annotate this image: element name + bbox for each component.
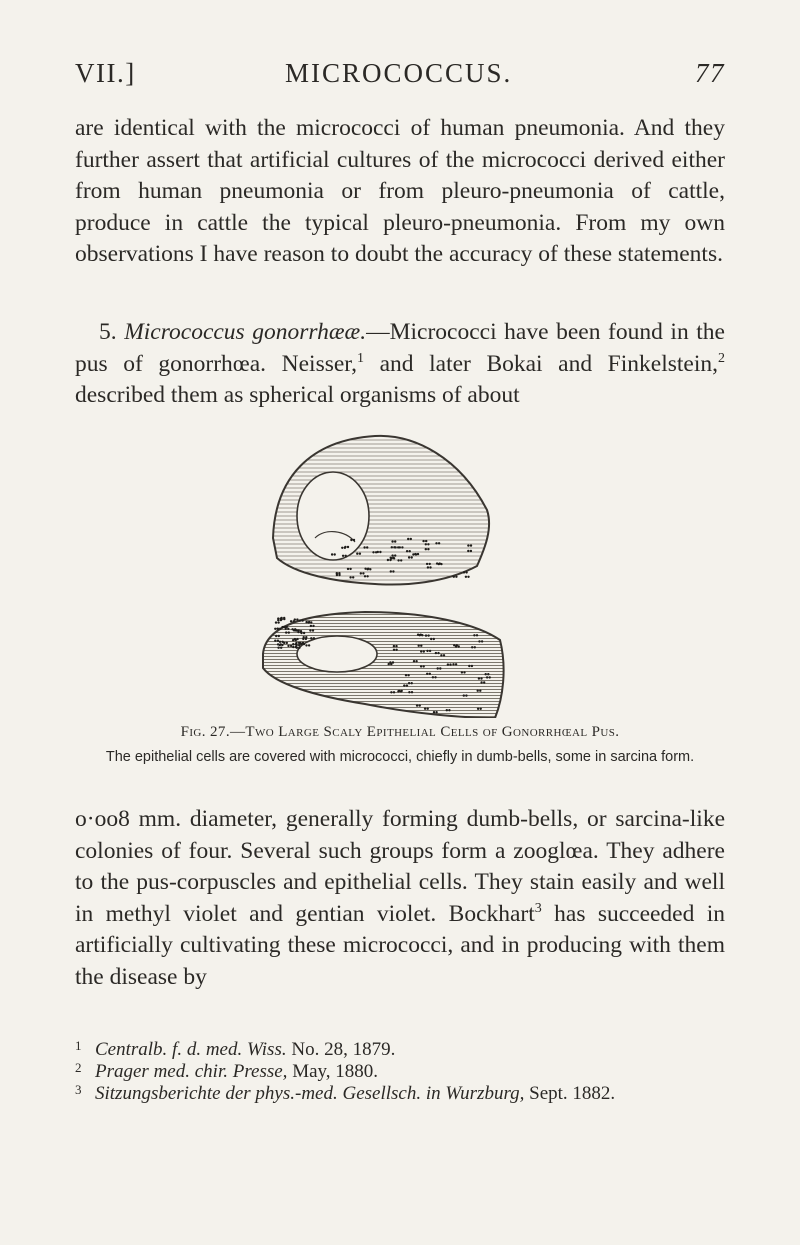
paragraph-text: o·oo8 mm. diameter, generally forming dumb-bells, or sarcina-like colonies of four. Several such groups form a zooglœa. They adhere to the pus-corpuscles and epithelial cells. They stain easily and well in methyl violet and gentian violet. Bockhart bbox=[75, 806, 725, 927]
micrococcus-dot bbox=[367, 568, 369, 570]
micrococcus-dot bbox=[448, 709, 450, 711]
micrococcus-dot bbox=[473, 634, 475, 636]
micrococcus-dot bbox=[283, 642, 285, 644]
micrococcus-dot bbox=[470, 550, 472, 552]
micrococcus-dot bbox=[425, 548, 427, 550]
micrococcus-dot bbox=[461, 671, 463, 673]
micrococcus-dot bbox=[458, 645, 460, 647]
micrococcus-dot bbox=[277, 619, 279, 621]
figure-description: The epithelial cells are covered with micrococci, chiefly in dumb-bells, some in sarcina form. bbox=[105, 749, 695, 765]
micrococcus-dot bbox=[474, 646, 476, 648]
micrococcus-dot bbox=[408, 691, 410, 693]
micrococcus-dot bbox=[313, 637, 315, 639]
micrococcus-dot bbox=[426, 673, 428, 675]
micrococcus-dot bbox=[487, 673, 489, 675]
micrococcus-dot bbox=[390, 570, 392, 572]
micrococcus-dot bbox=[471, 665, 473, 667]
micrococcus-dot bbox=[393, 645, 395, 647]
micrococcus-dot bbox=[411, 691, 413, 693]
micrococcus-dot bbox=[379, 551, 381, 553]
micrococcus-dot bbox=[299, 619, 301, 621]
footnote-number: 1 bbox=[75, 1038, 82, 1053]
micrococcus-dot bbox=[341, 547, 343, 549]
micrococcus-dot bbox=[275, 621, 277, 623]
micrococcus-dot bbox=[436, 562, 438, 564]
micrococcus-dot bbox=[467, 544, 469, 546]
footnote bbox=[75, 1061, 725, 1083]
micrococcus-dot bbox=[388, 663, 390, 665]
micrococcus-dot bbox=[429, 563, 431, 565]
micrococcus-dot bbox=[407, 674, 409, 676]
micrococcus-dot bbox=[277, 640, 279, 642]
footnote-ref-3: 3 bbox=[534, 900, 542, 916]
micrococcus-dot bbox=[413, 660, 415, 662]
micrococcus-dot bbox=[299, 642, 301, 644]
micrococcus-dot bbox=[288, 631, 290, 633]
micrococcus-dot bbox=[303, 632, 305, 634]
micrococcus-dot bbox=[425, 540, 427, 542]
micrococcus-dot bbox=[417, 553, 419, 555]
micrococcus-dot bbox=[305, 636, 307, 638]
micrococcus-dot bbox=[336, 574, 338, 576]
micrococcus-dot bbox=[310, 637, 312, 639]
micrococcus-dot bbox=[480, 681, 482, 683]
figure-caption: Fig. 27.—Two Large Scaly Epithelial Cells of Gonorrhœal Pus. bbox=[180, 724, 620, 740]
micrococcus-dot bbox=[478, 677, 480, 679]
micrococcus-dot bbox=[387, 559, 389, 561]
micrococcus-dot bbox=[360, 572, 362, 574]
micrococcus-dot bbox=[440, 654, 442, 656]
micrococcus-dot bbox=[485, 673, 487, 675]
micrococcus-dot bbox=[277, 647, 279, 649]
micrococcus-dot bbox=[301, 619, 303, 621]
micrococcus-dot bbox=[296, 638, 298, 640]
micrococcus-dot bbox=[295, 629, 297, 631]
micrococcus-dot bbox=[427, 634, 429, 636]
micrococcus-dot bbox=[434, 676, 436, 678]
micrococcus-dot bbox=[392, 570, 394, 572]
micrococcus-dot bbox=[347, 568, 349, 570]
micrococcus-dot bbox=[407, 538, 409, 540]
micrococcus-dot bbox=[468, 665, 470, 667]
section-number: 5. bbox=[99, 319, 117, 345]
micrococcus-dot bbox=[410, 538, 412, 540]
micrococcus-dot bbox=[429, 566, 431, 568]
micrococcus-dot bbox=[279, 628, 281, 630]
micrococcus-dot bbox=[302, 642, 304, 644]
micrococcus-dot bbox=[437, 652, 439, 654]
micrococcus-dot bbox=[414, 553, 416, 555]
species-heading: Micrococcus gonorrhææ. bbox=[124, 319, 367, 345]
micrococcus-dot bbox=[397, 546, 399, 548]
micrococcus-dot bbox=[439, 667, 441, 669]
micrococcus-dot bbox=[390, 557, 392, 559]
micrococcus-dot bbox=[290, 620, 292, 622]
micrococcus-dot bbox=[274, 640, 276, 642]
micrococcus-dot bbox=[465, 694, 467, 696]
micrococcus-dot bbox=[284, 626, 286, 628]
micrococcus-dot bbox=[363, 546, 365, 548]
micrococcus-dot bbox=[394, 540, 396, 542]
micrococcus-dot bbox=[435, 542, 437, 544]
micrococcus-dot bbox=[375, 551, 377, 553]
micrococcus-dot bbox=[432, 676, 434, 678]
micrococcus-dot bbox=[406, 550, 408, 552]
running-title: MICROCOCCUS. bbox=[285, 58, 513, 88]
micrococcus-dot bbox=[342, 555, 344, 557]
micrococcus-dot bbox=[395, 645, 397, 647]
micrococcus-dot bbox=[290, 645, 292, 647]
micrococcus-dot bbox=[446, 709, 448, 711]
micrococcus-dot bbox=[398, 690, 400, 692]
micrococcus-dot bbox=[366, 575, 368, 577]
micrococcus-dot bbox=[300, 632, 302, 634]
micrococcus-dot bbox=[452, 663, 454, 665]
micrococcus-dot bbox=[409, 550, 411, 552]
micrococcus-dot bbox=[443, 654, 445, 656]
footnote-ref-1: 1 bbox=[357, 350, 365, 366]
micrococcus-dot bbox=[309, 629, 311, 631]
paragraph-text: —Micrococci have been found in the pus of gonorrhœa. Neisser, bbox=[75, 319, 725, 377]
micrococcus-dot bbox=[423, 665, 425, 667]
micrococcus-dot bbox=[425, 543, 427, 545]
micrococcus-dot bbox=[278, 635, 280, 637]
micrococcus-dot bbox=[479, 690, 481, 692]
micrococcus-dot bbox=[338, 574, 340, 576]
micrococcus-dot bbox=[419, 634, 421, 636]
footnote-ref-2: 2 bbox=[718, 350, 725, 366]
footnote-detail: Sept. 1882. bbox=[529, 1083, 616, 1104]
micrococcus-dot bbox=[394, 546, 396, 548]
micrococcus-dot bbox=[287, 645, 289, 647]
page-number: 77 bbox=[695, 58, 725, 88]
micrococcus-dot bbox=[486, 676, 488, 678]
micrococcus-dot bbox=[285, 631, 287, 633]
micrococcus-dot bbox=[393, 649, 395, 651]
micrococcus-dot bbox=[463, 694, 465, 696]
micrococcus-dot bbox=[415, 660, 417, 662]
micrococcus-dot bbox=[275, 635, 277, 637]
micrococcus-dot bbox=[438, 542, 440, 544]
micrococcus-dot bbox=[353, 539, 355, 541]
micrococcus-dot bbox=[426, 650, 428, 652]
micrococcus-dot bbox=[312, 625, 314, 627]
micrococcus-dot bbox=[455, 663, 457, 665]
micrococcus-dot bbox=[453, 576, 455, 578]
micrococcus-dot bbox=[424, 708, 426, 710]
micrococcus-dot bbox=[296, 647, 298, 649]
micrococcus-dot bbox=[463, 571, 465, 573]
micrococcus-dot bbox=[390, 691, 392, 693]
micrococcus-dot bbox=[352, 576, 354, 578]
micrococcus-dot bbox=[429, 673, 431, 675]
micrococcus-dot bbox=[483, 681, 485, 683]
micrococcus-dot bbox=[435, 652, 437, 654]
micrococcus-dot bbox=[334, 553, 336, 555]
micrococcus-dot bbox=[298, 644, 300, 646]
micrococcus-dot bbox=[439, 562, 441, 564]
micrococcus-dot bbox=[345, 555, 347, 557]
micrococcus-dot bbox=[294, 638, 296, 640]
footnote-source: Sitzungsberichte der phys.-med. Gesellsch. in Wurzburg, bbox=[95, 1083, 525, 1104]
micrococcus-dot bbox=[303, 636, 305, 638]
micrococcus-dot bbox=[408, 682, 410, 684]
micrococcus-dot bbox=[411, 556, 413, 558]
micrococcus-dot bbox=[481, 640, 483, 642]
micrococcus-dot bbox=[447, 663, 449, 665]
micrococcus-dot bbox=[279, 644, 281, 646]
micrococcus-dot bbox=[280, 619, 282, 621]
micrococcus-dot bbox=[350, 539, 352, 541]
micrococcus-dot bbox=[430, 638, 432, 640]
micrococcus-dot bbox=[480, 677, 482, 679]
micrococcus-dot bbox=[369, 568, 371, 570]
micrococcus-dot bbox=[455, 576, 457, 578]
paragraph-text: has succeeded in artificially cultivating these micrococci, and in producing with them the disease by bbox=[75, 900, 725, 990]
micrococcus-dot bbox=[478, 640, 480, 642]
micrococcus-dot bbox=[433, 638, 435, 640]
micrococcus-dot bbox=[344, 546, 346, 548]
micrococcus-dot bbox=[477, 690, 479, 692]
micrococcus-dot bbox=[465, 571, 467, 573]
micrococcus-dot bbox=[286, 642, 288, 644]
micrococcus-dot bbox=[281, 626, 283, 628]
micrococcus-dot bbox=[394, 554, 396, 556]
micrococcus-dot bbox=[395, 649, 397, 651]
micrococcus-dot bbox=[296, 618, 298, 620]
micrococcus-dot bbox=[397, 559, 399, 561]
paragraph-gonorrhoea bbox=[75, 317, 725, 412]
micrococcus-dot bbox=[359, 553, 361, 555]
micrococcus-dot bbox=[287, 628, 289, 630]
micrococcus-dot bbox=[427, 708, 429, 710]
micrococcus-dot bbox=[310, 625, 312, 627]
micrococcus-dot bbox=[426, 563, 428, 565]
footnote bbox=[75, 1039, 725, 1061]
micrococcus-dot bbox=[390, 663, 392, 665]
micrococcus-dot bbox=[310, 621, 312, 623]
micrococcus-dot bbox=[400, 559, 402, 561]
micrococcus-dot bbox=[406, 684, 408, 686]
micrococcus-dot bbox=[420, 650, 422, 652]
micrococcus-dot bbox=[393, 691, 395, 693]
micrococcus-dot bbox=[283, 617, 285, 619]
micrococcus-dot bbox=[331, 553, 333, 555]
paragraph-pneumonia: are identical with the micrococci of human pneumonia. And they further assert that artificial cultures of the micrococci derived either from human pneumonia or from pleuro-pneumonia of cattle, produce in cattle the typical pleuro-pneumonia. From my own observations I have reason to doubt the accuracy of these statements. bbox=[75, 115, 725, 267]
micrococcus-dot bbox=[477, 708, 479, 710]
footnote-source: Centralb. f. d. med. Wiss. bbox=[95, 1039, 287, 1060]
micrococcus-dot bbox=[449, 663, 451, 665]
micrococcus-dot bbox=[418, 645, 420, 647]
footnote bbox=[75, 1083, 725, 1105]
micrococcus-dot bbox=[277, 621, 279, 623]
micrococcus-dot bbox=[281, 644, 283, 646]
micrococcus-dot bbox=[391, 546, 393, 548]
micrococcus-dot bbox=[308, 644, 310, 646]
micrococcus-dot bbox=[391, 540, 393, 542]
micrococcus-dot bbox=[276, 628, 278, 630]
micrococcus-dot bbox=[411, 682, 413, 684]
footnotes bbox=[75, 1039, 725, 1105]
micrococcus-dot bbox=[305, 621, 307, 623]
micrococcus-dot bbox=[308, 621, 310, 623]
micrococcus-dot bbox=[362, 572, 364, 574]
upper-epithelial-cell bbox=[273, 436, 489, 585]
micrococcus-dot bbox=[401, 690, 403, 692]
micrococcus-dot bbox=[420, 665, 422, 667]
footnote-number: 2 bbox=[75, 1060, 82, 1075]
micrococcus-dot bbox=[280, 617, 282, 619]
micrococcus-dot bbox=[463, 671, 465, 673]
micrococcus-dot bbox=[423, 650, 425, 652]
micrococcus-dot bbox=[372, 551, 374, 553]
figure-illustration bbox=[255, 418, 535, 718]
micrococcus-dot bbox=[455, 645, 457, 647]
micrococcus-dot bbox=[364, 575, 366, 577]
micrococcus-dot bbox=[420, 645, 422, 647]
micrococcus-dot bbox=[435, 711, 437, 713]
chapter-number: VII.] bbox=[75, 58, 136, 88]
micrococcus-dot bbox=[366, 546, 368, 548]
micrococcus-dot bbox=[298, 629, 300, 631]
micrococcus-dot bbox=[471, 646, 473, 648]
micrococcus-dot bbox=[280, 647, 282, 649]
micrococcus-dot bbox=[405, 674, 407, 676]
micrococcus-dot bbox=[467, 550, 469, 552]
micrococcus-dot bbox=[421, 634, 423, 636]
micrococcus-dot bbox=[389, 559, 391, 561]
footnote-number: 3 bbox=[75, 1082, 82, 1097]
micrococcus-dot bbox=[427, 566, 429, 568]
micrococcus-dot bbox=[467, 576, 469, 578]
micrococcus-dot bbox=[293, 620, 295, 622]
micrococcus-dot bbox=[349, 568, 351, 570]
micrococcus-dot bbox=[279, 641, 281, 643]
micrococcus-dot bbox=[427, 543, 429, 545]
micrococcus-dot bbox=[422, 540, 424, 542]
paragraph-text: and later Bokai and Finkelstein, bbox=[364, 350, 718, 377]
micrococcus-dot bbox=[292, 646, 294, 648]
micrococcus-dot bbox=[476, 634, 478, 636]
micrococcus-dot bbox=[429, 650, 431, 652]
lower-epithelial-cell bbox=[263, 612, 504, 718]
footnote-source: Prager med. chir. Presse, bbox=[95, 1061, 288, 1082]
micrococcus-dot bbox=[349, 576, 351, 578]
paragraph-text: described them as spherical organisms of about bbox=[75, 382, 520, 408]
micrococcus-dot bbox=[392, 557, 394, 559]
micrococcus-dot bbox=[401, 546, 403, 548]
footnote-detail: No. 28, 1879. bbox=[291, 1039, 396, 1060]
micrococcus-dot bbox=[470, 544, 472, 546]
micrococcus-dot bbox=[437, 667, 439, 669]
micrococcus-dot bbox=[305, 644, 307, 646]
micrococcus-dot bbox=[274, 628, 276, 630]
micrococcus-dot bbox=[364, 568, 366, 570]
footnote-detail: May, 1880. bbox=[292, 1061, 379, 1082]
micrococcus-dot bbox=[480, 708, 482, 710]
micrococcus-dot bbox=[312, 629, 314, 631]
micrococcus-dot bbox=[292, 643, 294, 645]
micrococcus-dot bbox=[408, 556, 410, 558]
micrococcus-dot bbox=[425, 634, 427, 636]
micrococcus-dot bbox=[356, 553, 358, 555]
running-head bbox=[75, 58, 725, 98]
epithelial-cells-drawing bbox=[255, 418, 535, 718]
micrococcus-dot bbox=[403, 684, 405, 686]
micrococcus-dot bbox=[295, 642, 297, 644]
micrococcus-dot bbox=[419, 704, 421, 706]
micrococcus-dot bbox=[465, 576, 467, 578]
micrococcus-dot bbox=[298, 647, 300, 649]
micrococcus-dot bbox=[391, 554, 393, 556]
micrococcus-dot bbox=[416, 704, 418, 706]
paragraph-diameter bbox=[75, 804, 725, 993]
micrococcus-dot bbox=[489, 676, 491, 678]
micrococcus-dot bbox=[427, 548, 429, 550]
micrococcus-dot bbox=[433, 711, 435, 713]
micrococcus-dot bbox=[347, 546, 349, 548]
micrococcus-dot bbox=[291, 628, 293, 630]
